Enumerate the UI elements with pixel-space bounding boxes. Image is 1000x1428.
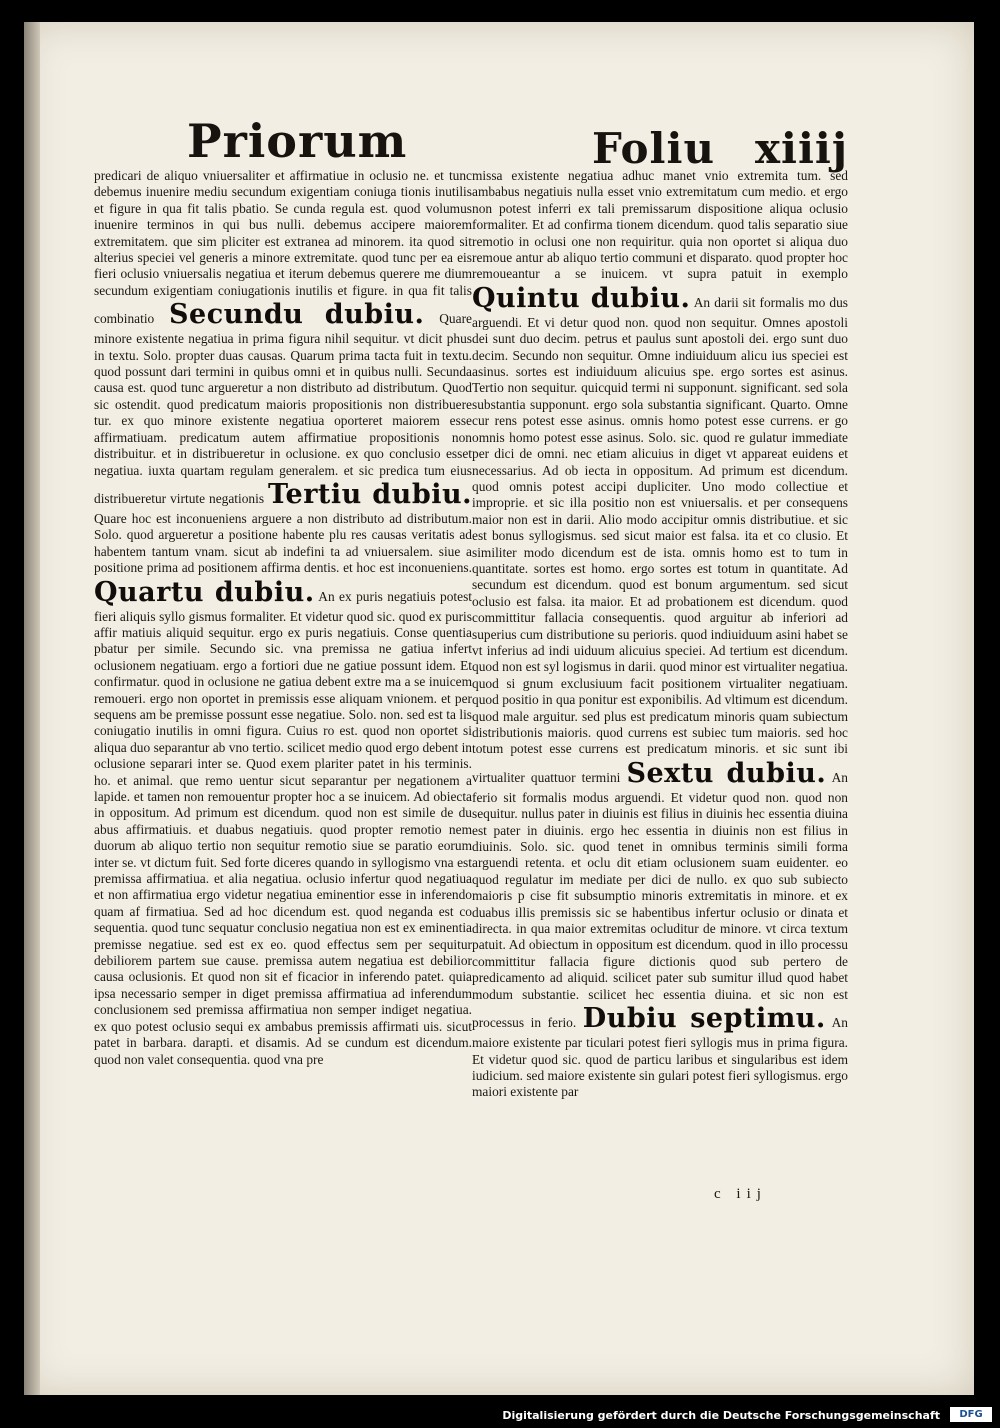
dfg-logo-icon: DFG: [950, 1407, 992, 1422]
body-text: An darii sit formalis mo dus arguendi. Et vi detur quod non. quod non sequitur. Omnes apostoli dei sunt duo decim. petrus et paulus sunt apostoli dei. ergo sunt duo decim. Secundo non sequitur. Omne indiuiduum alicu ius speciei est asinus. sortes est indiuiduum alicuius spe. ergo sortes est asinus. Tertio non sequitur. quicquid termi ni supponunt. significant. sed sola substantia supponunt. ergo sola substantia significant. Quarto. Omne cur rens potest esse asinus. omnis homo potest esse currens. er go omnis homo potest esse asinus. Solo. sic. quod re gulatur immediate per dici de omni. nec etiam alicuius in diget vt appareat euidens et necessarius. Ad ob iecta in oppositum. Ad primum est dicendum. quod omnis potest accipi dupliciter. Uno modo collectiue et improprie. et sic illa positio non est vniuersalis. et per consequens maior non est in darii. Alio modo accipitur omnis distributiue. et sic est bonus syllogismus. sed sicut maior est falsa. ita et co clusio. Et similiter modo dicendum est de ista. omnis homo est to tum in quantitate. sortes est homo. ergo sortes est totum in quantitate. Ad secundum est dicendum. quod est bonum argumentum. sed sicut oclusio est falsa. ita maior. Et ad probationem est dicendum. quod committitur fallacia consequentis. quod arguitur ab inferiori ad superius cum distributione su perioris. quod indiuiduum asini habet se vt inferius ad indi uiduum alicuius speciei. Ad tertium est dicendum. quod non est syl logismus in darii. quod minor est virtualiter negatiua. quod si gnum exclusiuum facit positionem virtualiter negatiuam. quod positio in qua ponitur est exponibilis. Ad vltimum est dicendum. quod male arguitur. sed plus est predicatum minoris quam subiectum distributionis maioris. quod currens est subiec tum maioris. sed hoc totum potest esse currens est predicatum minoris. et sic sunt ibi virtualiter quattuor termini: [472, 294, 848, 785]
dubium-heading: Secundu dubiu.: [169, 299, 425, 331]
column-paragraph: [472, 168, 848, 1101]
body-text: missa existente negatiua adhuc manet vnio extremita tum. sed ambabus negatiuis nulla esset vnio extremitatum cum medio. et ergo non potest inferri ex tali premissarum dispositione aliqua oclusio formaliter. Et ad confirma tionem dicendum. quod talis separatio siue remotio in oclusi one non requiritur. quia non oportet si aliqua duo remoue antur ab aliquo tertio communi et disparato. quod propter hoc remoueantur a se inuicem. vt supra patuit in exemplo: [472, 168, 848, 282]
body-text: predicari de aliquo vniuersaliter et affirmatiue in oclusio ne. et tunc debemus inuenire mediu secundum exigentiam coniuga tionis inutilis et figure in qua fit talis pbatio. Se cunda regula est. quod volumus inuenire terminos in qui bus nulli. debemus accipere maiorem extremitatem. que sim pliciter est extranea ad minorem. ita quod sit alterius speciei vel generis a minore extremitate. quod tunc per ea eis fieri oclusio vniuersalis negatiua et iterum debemus querere me dium secundum exigentiam coniugationis inutilis et figure. in qua fit talis combinatio: [94, 168, 472, 327]
folio-number: xiiij: [754, 124, 849, 173]
scanned-page: [24, 22, 974, 1395]
body-text: An maiore existente par ticulari potest fieri syllogis mus in prima figura. Et videtur quod sic. quod de particu laribus et singularibus est idem iudicium. sed maiore existente sin gulari potest fieri syllogismus. ergo maiori existente par: [472, 1015, 848, 1100]
right-text-column: [472, 168, 848, 1198]
body-text: An ferio sit formalis modus arguendi. Et videtur quod non. quod non sequitur. nullus pater in diuinis est filius in diuinis hec essentia diuina est pater in diuinis. ergo hec essentia in diuinis non est filius in diuinis. Solo. sic. quod tenet in omnibus terminis simili forma arguendi retenta. et oclu dit etiam oclusionem suam euidenter. eo quod regulatur im mediate per dici de nullo. ex quo sub subiecto maioris p cise fit subsumptio minoris extremitatis in minore. et ex duabus illis premissis sic se habentibus infertur oclusio or dinata et directa. in qua maior extremitas ocluditur de minore. vt circa textum patuit. Ad obiectum in oppositum est dicendum. quod in illo processu committitur fallacia figure dictionis quod sub pertero de predicamento ad aliquid. scilicet pater sub sumitur illud quod habet modum substantie. scilicet hec essentia diuina. et sic non est processus in ferio.: [472, 769, 848, 1031]
funding-credit: Digitalisierung gefördert durch die Deutsche Forschungsgemeinschaft: [502, 1409, 940, 1422]
body-text: An ex puris negatiuis potest fieri aliquis syllo gismus formaliter. Et videtur quod sic. quod ex puris affir matiuis aliquid sequitur. ergo ex puris negatiuis. Conse quentia pbatur per simile. Secundo sic. vna premissa ne gatiua infert oclusionem negatiuam. ergo a fortiori due ne gatiue possunt idem. Et confirmatur. quod in oclusione ne gatiua debent extre ma a se inuicem remoueri. ergo non oportet in premissis esse aliquam vnionem. et per sequens am be premisse possunt esse negatiue. Solo. non. sed est ta lis coniugatio inutilis in omni figura. Cuius ro est. quod non oportet si aliqua duo separantur ab vno tertio. scilicet medio quod ergo debent in oclusione separari inter se. Quod exem plariter patet in his terminis. ho. et animal. que remo uentur sicut separantur per negationem a lapide. et tamen non remouentur propter hoc a se inuicem. Ad obiecta in oppositum. Ad primum est dicendum. quod non est simile de du abus affirmatiuis. et duabus negatiuis. quod propter remotio nem duorum ab aliquo tertio non sequitur remotio siue se paratio eorum inter se. vt dictum fuit. Sed forte diceres quando in syllogismo vna est premissa affirmatiua. et alia negatiua. oclusio infertur quod negatiua et non affirmatiua ergo videtur negatiua eminentior esse in inferendo quam af firmatiua. Sed ad hoc dicendum est. quod neganda est co sequentia. quod tunc sequatur conclusio negatiua non est ex eminentia premisse negatiue. sed est ex eo. quod effectus sem per sequitur debiliorem partem sue cause. premissa autem negatiua est debilior causa oclusionis. Et quod non sit ef ficacior in inferendo patet. quia ipsa necessario semper in diget premissa affirmatiua ad inferendum conclusionem sed premissa affirmatiua non semper indiget negatiua. ex quo potest oclusio sequi ex ambabus premissis affirmati uis. sicut patet in barbara. darapti. et disamis. Ad se cundum est dicendum. quod non valet consequentia. quod vna pre: [94, 588, 472, 1067]
left-text-column: [94, 168, 472, 1228]
column-paragraph: [94, 168, 472, 1068]
dubium-heading: Tertiu dubiu.: [268, 478, 472, 510]
dubium-heading: Quartu dubiu.: [94, 576, 315, 608]
folio-label: Foliu: [592, 124, 715, 173]
running-head-left: Priorum: [187, 114, 408, 168]
body-text: Quare hoc est inconueniens arguere a non distributo ad distributum. Solo. quod argueretur a positione habente plu res causas veritatis ad habentem tantum vnam. sicut ab indefini ta ad vniuersalem. siue a positione prima ad positionem affirma dentis. et hoc est inconueniens.: [94, 510, 472, 576]
dubium-heading: Quintu dubiu.: [472, 282, 691, 314]
body-text: Quare minore existente negatiua in prima figura nihil sequitur. vt dicit phus in textu. Solo. propter duas causas. Quarum prima tacta fuit in textu. quod possunt dari termini in quibus omni et in quibus nulli. Secunda causa est. quod tunc argueretur a non distributo ad distributum. Quod sic ostendit. quod predicatum maioris propositionis non distribuere tur. ex quo minore existente negatiua oporteret maiorem esse affirmatiuam. predicatum autem affirmatiue propositionis non distribuitur. et in distribueretur in oclusione. ex quo conclusio esset negatiua. iuxta quartam regulam generalem. et sic predica tum eius distribueretur virtute negationis: [94, 311, 472, 506]
running-head-right: [592, 124, 848, 173]
page-gutter: [24, 22, 40, 1395]
signature-mark: c iij: [714, 1186, 767, 1202]
dubium-heading: Dubiu septimu.: [582, 1003, 826, 1035]
dubium-heading: Sextu dubiu.: [626, 757, 827, 789]
